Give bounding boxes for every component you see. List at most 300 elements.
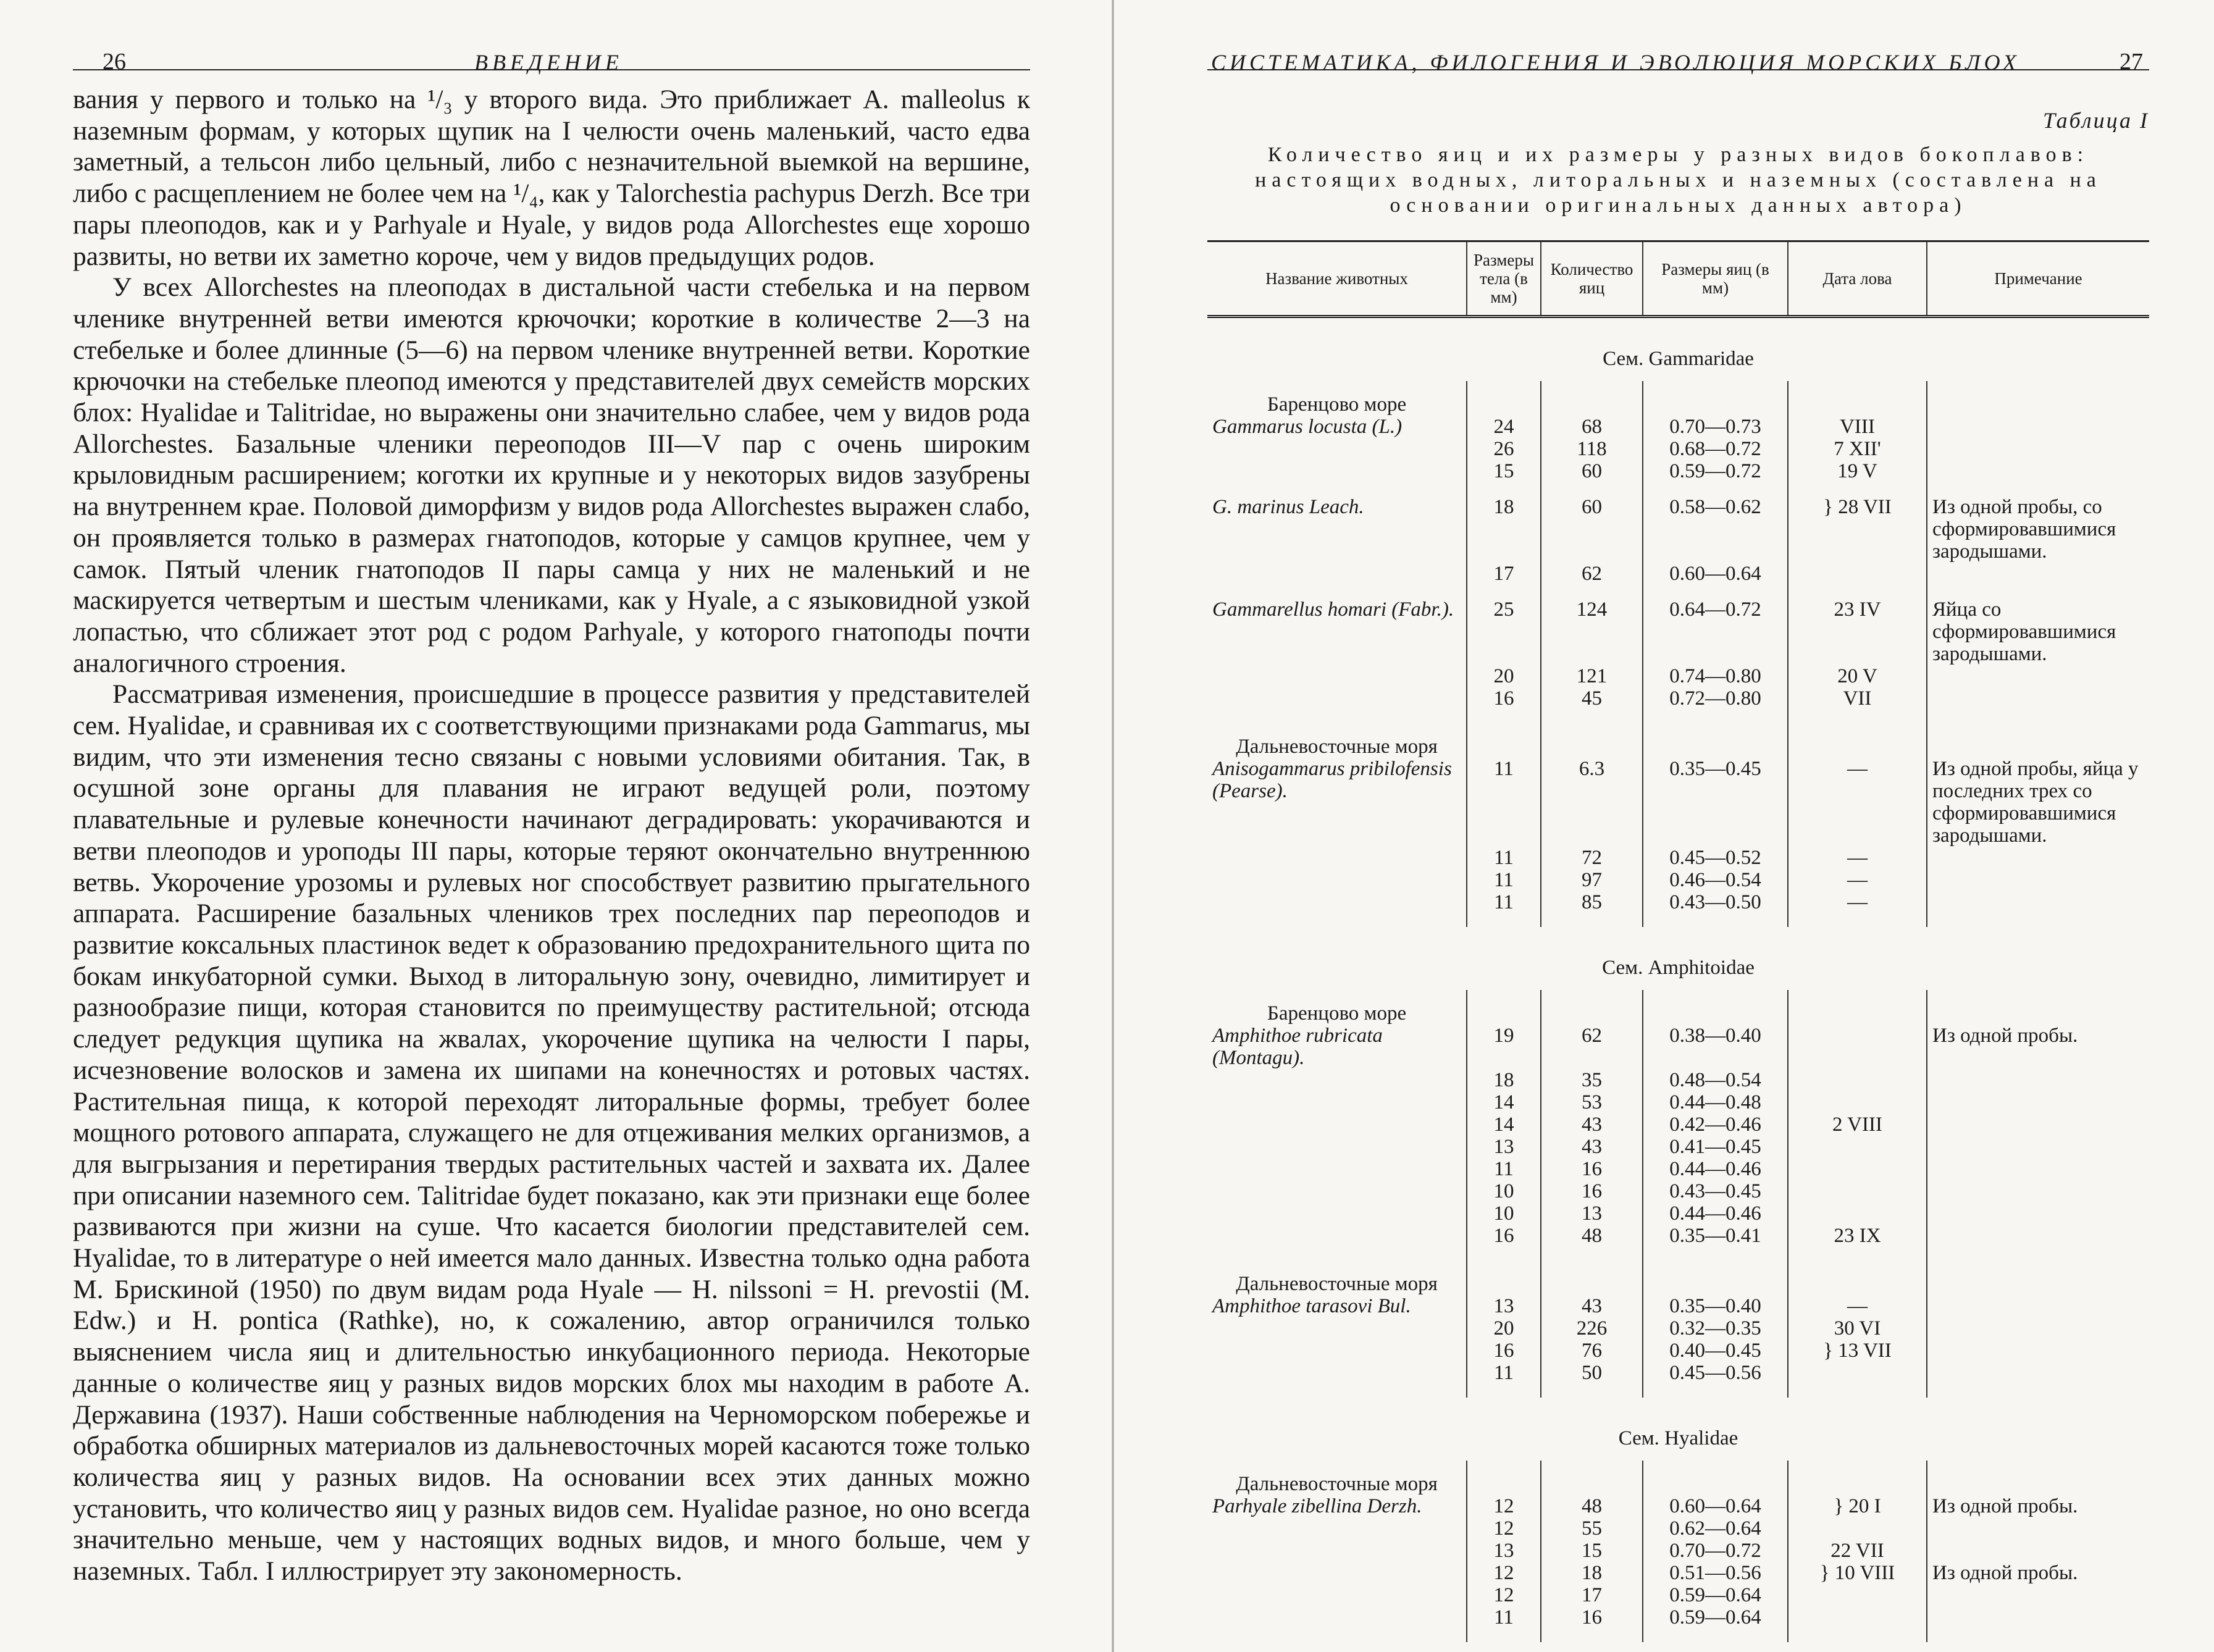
empty-cell bbox=[1467, 710, 1541, 723]
remark bbox=[1927, 869, 2149, 891]
catch-date: — bbox=[1788, 847, 1927, 869]
catch-date bbox=[1788, 1202, 1927, 1225]
body-size: 20 bbox=[1467, 665, 1541, 687]
catch-date bbox=[1788, 563, 1927, 585]
egg-size: 0.32—0.35 bbox=[1643, 1317, 1788, 1340]
body-size: 19 bbox=[1467, 1025, 1541, 1069]
spacer-row bbox=[1207, 710, 2149, 723]
remark: Из одной пробы, яйца у последних трех со сформировавшимися зародышами. bbox=[1927, 758, 2149, 847]
body-size: 12 bbox=[1467, 1584, 1541, 1606]
remark bbox=[1927, 1540, 2149, 1562]
catch-date: } 13 VII bbox=[1788, 1340, 1927, 1362]
egg-count: 43 bbox=[1541, 1136, 1643, 1158]
remark bbox=[1927, 1091, 2149, 1113]
page-gutter bbox=[1112, 0, 1114, 1652]
body-size: 16 bbox=[1467, 1225, 1541, 1247]
empty-cell bbox=[1541, 585, 1643, 598]
body-size: 12 bbox=[1467, 1517, 1541, 1540]
catch-date bbox=[1788, 1180, 1927, 1202]
empty-cell bbox=[1788, 585, 1927, 598]
egg-size: 0.70—0.72 bbox=[1643, 1540, 1788, 1562]
egg-count: 60 bbox=[1541, 460, 1643, 482]
empty-cell bbox=[1207, 1384, 1467, 1398]
body-size: 14 bbox=[1467, 1113, 1541, 1136]
empty-cell bbox=[1927, 1629, 2149, 1642]
empty-cell bbox=[1467, 585, 1541, 598]
remark bbox=[1927, 1340, 2149, 1362]
catch-date: } 28 VII bbox=[1788, 496, 1927, 563]
empty-cell bbox=[1927, 913, 2149, 927]
column-header: Дата лова bbox=[1788, 241, 1927, 317]
empty-cell bbox=[1643, 1461, 1788, 1495]
table-row bbox=[1207, 1202, 2149, 1225]
catch-date bbox=[1788, 1517, 1927, 1540]
column-header: Название животных bbox=[1207, 241, 1467, 317]
species-name bbox=[1207, 1069, 1467, 1091]
empty-cell bbox=[1467, 381, 1541, 416]
species-name bbox=[1207, 1362, 1467, 1384]
table-row bbox=[1207, 1340, 2149, 1362]
empty-cell bbox=[1467, 1629, 1541, 1642]
egg-count: 16 bbox=[1541, 1158, 1643, 1180]
body-size: 26 bbox=[1467, 438, 1541, 460]
egg-count: 55 bbox=[1541, 1517, 1643, 1540]
catch-date: } 10 VIII bbox=[1788, 1562, 1927, 1584]
empty-cell bbox=[1541, 1384, 1643, 1398]
egg-count: 45 bbox=[1541, 687, 1643, 710]
egg-size: 0.59—0.64 bbox=[1643, 1606, 1788, 1629]
catch-date: 22 VII bbox=[1788, 1540, 1927, 1562]
remark bbox=[1927, 1295, 2149, 1317]
table-row bbox=[1207, 869, 2149, 891]
table-row bbox=[1207, 1495, 2149, 1517]
remark bbox=[1927, 1158, 2149, 1180]
egg-size: 0.64—0.72 bbox=[1643, 598, 1788, 665]
table-row bbox=[1207, 1158, 2149, 1180]
species-name bbox=[1207, 687, 1467, 710]
column-header: Количество яиц bbox=[1541, 241, 1643, 317]
species-name bbox=[1207, 1584, 1467, 1606]
egg-size: 0.72—0.80 bbox=[1643, 687, 1788, 710]
body-size: 11 bbox=[1467, 758, 1541, 847]
empty-cell bbox=[1207, 482, 1467, 496]
species-name: Gammarus locusta (L.) bbox=[1212, 416, 1403, 438]
empty-cell bbox=[1643, 710, 1788, 723]
species-name bbox=[1207, 1091, 1467, 1113]
species-name bbox=[1207, 869, 1467, 891]
empty-cell bbox=[1927, 710, 2149, 723]
catch-date: 19 V bbox=[1788, 460, 1927, 482]
catch-date: — bbox=[1788, 1295, 1927, 1317]
egg-count: 97 bbox=[1541, 869, 1643, 891]
remark bbox=[1927, 1317, 2149, 1340]
left-page bbox=[73, 25, 1030, 1587]
egg-count: 48 bbox=[1541, 1495, 1643, 1517]
remark bbox=[1927, 438, 2149, 460]
egg-size: 0.62—0.64 bbox=[1643, 1517, 1788, 1540]
empty-cell bbox=[1927, 482, 2149, 496]
egg-count: 62 bbox=[1541, 1025, 1643, 1069]
empty-cell bbox=[1643, 723, 1788, 758]
egg-count: 121 bbox=[1541, 665, 1643, 687]
right-page-number: 27 bbox=[2120, 49, 2143, 75]
catch-date bbox=[1788, 1136, 1927, 1158]
remark bbox=[1927, 416, 2149, 438]
species-name bbox=[1207, 665, 1467, 687]
empty-cell bbox=[1467, 990, 1541, 1025]
table-row bbox=[1207, 496, 2149, 563]
catch-date: — bbox=[1788, 869, 1927, 891]
body-size: 11 bbox=[1467, 891, 1541, 913]
species-name bbox=[1207, 1540, 1467, 1562]
empty-cell bbox=[1927, 990, 2149, 1025]
egg-size: 0.44—0.46 bbox=[1643, 1158, 1788, 1180]
body-size: 13 bbox=[1467, 1540, 1541, 1562]
empty-cell bbox=[1788, 1629, 1927, 1642]
left-running-head bbox=[73, 25, 1030, 75]
spacer-row bbox=[1207, 1629, 2149, 1642]
body-size: 10 bbox=[1467, 1180, 1541, 1202]
remark bbox=[1927, 687, 2149, 710]
species-name bbox=[1207, 847, 1467, 869]
empty-cell bbox=[1643, 585, 1788, 598]
egg-count: 15 bbox=[1541, 1540, 1643, 1562]
body-size: 16 bbox=[1467, 687, 1541, 710]
empty-cell bbox=[1788, 990, 1927, 1025]
egg-table bbox=[1207, 240, 2149, 1642]
species-name bbox=[1207, 563, 1467, 585]
empty-cell bbox=[1207, 710, 1467, 723]
body-size: 11 bbox=[1467, 1362, 1541, 1384]
empty-cell bbox=[1541, 381, 1643, 416]
egg-size: 0.44—0.46 bbox=[1643, 1202, 1788, 1225]
table-row bbox=[1207, 1225, 2149, 1247]
right-running-head bbox=[1207, 25, 2149, 75]
remark bbox=[1927, 563, 2149, 585]
empty-cell bbox=[1467, 1461, 1541, 1495]
body-size: 17 bbox=[1467, 563, 1541, 585]
egg-size: 0.58—0.62 bbox=[1643, 496, 1788, 563]
region-name: Дальневосточные моря bbox=[1236, 1473, 1438, 1495]
spacer-row bbox=[1207, 1384, 2149, 1398]
empty-cell bbox=[1788, 381, 1927, 416]
catch-date: 23 IX bbox=[1788, 1225, 1927, 1247]
remark bbox=[1927, 460, 2149, 482]
empty-cell bbox=[1541, 482, 1643, 496]
catch-date: 20 V bbox=[1788, 665, 1927, 687]
egg-count: 53 bbox=[1541, 1091, 1643, 1113]
body-size: 25 bbox=[1467, 598, 1541, 665]
egg-count: 68 bbox=[1541, 416, 1643, 438]
empty-cell bbox=[1541, 1461, 1643, 1495]
egg-count: 124 bbox=[1541, 598, 1643, 665]
catch-date bbox=[1788, 1069, 1927, 1091]
family-name: Сем. Gammaridae bbox=[1603, 348, 1754, 370]
catch-date: } 20 I bbox=[1788, 1495, 1927, 1517]
spacer-row bbox=[1207, 585, 2149, 598]
species-name bbox=[1207, 1113, 1467, 1136]
empty-cell bbox=[1927, 1461, 2149, 1495]
empty-cell bbox=[1788, 913, 1927, 927]
empty-cell bbox=[1927, 723, 2149, 758]
empty-cell bbox=[1541, 1629, 1643, 1642]
spacer-row bbox=[1207, 1247, 2149, 1260]
egg-size: 0.59—0.64 bbox=[1643, 1584, 1788, 1606]
body-size: 11 bbox=[1467, 1606, 1541, 1629]
catch-date bbox=[1788, 1158, 1927, 1180]
empty-cell bbox=[1788, 1260, 1927, 1295]
remark: Яйца со сформировавшимися зародышами. bbox=[1927, 598, 2149, 665]
species-name bbox=[1207, 1606, 1467, 1629]
egg-count: 16 bbox=[1541, 1180, 1643, 1202]
catch-date: 7 XII' bbox=[1788, 438, 1927, 460]
egg-size: 0.48—0.54 bbox=[1643, 1069, 1788, 1091]
empty-cell bbox=[1541, 1260, 1643, 1295]
table-label: Таблица I bbox=[2042, 108, 2149, 133]
empty-cell bbox=[1643, 381, 1788, 416]
left-running-title: ВВЕДЕНИЕ bbox=[474, 50, 623, 75]
empty-cell bbox=[1643, 1384, 1788, 1398]
empty-cell bbox=[1207, 1247, 1467, 1260]
region-row bbox=[1207, 1260, 2149, 1295]
body-size: 12 bbox=[1467, 1495, 1541, 1517]
body-size: 12 bbox=[1467, 1562, 1541, 1584]
egg-size: 0.40—0.45 bbox=[1643, 1340, 1788, 1362]
species-name: Amphithoe rubricata (Montagu). bbox=[1212, 1025, 1383, 1069]
egg-count: 43 bbox=[1541, 1113, 1643, 1136]
empty-cell bbox=[1927, 1260, 2149, 1295]
remark bbox=[1927, 1362, 2149, 1384]
body-size: 16 bbox=[1467, 1340, 1541, 1362]
paragraph: У всех Allorchestes на плеоподах в дистальной части стебелька и на первом членике внутренней ветви имеются крючочки; короткие в количестве 2—3 на стебельке и более длинные (5—6) на первом членике внутренней ветви. Короткие крючочки на стебельке плеопод имеются у представителей двух семейств морских блох: Hyalidae и Talitridae, но выражены они значительно слабее, чем у видов рода Allorchestes. Базальные членики переоподов III—V пар с очень широким крыловидным расширением; коготки их крупные и у некоторых видов зазубрены на внутреннем крае. Половой диморфизм у видов рода Allorchestes выражен слабо, он проявляется только в размерах гнатоподов, которые у самцов крупнее, чем у самок. Пятый членик гнатоподов II пары самца у них не маленький и не маскируется четвертым и шестым члениками, как у Hyale, а с языковидной узкой лопастью, что сближает этот род с родом Parhyale, у которого гнатоподы почти аналогичного строения. bbox=[73, 272, 1030, 678]
region-name: Дальневосточные моря bbox=[1236, 736, 1438, 758]
empty-cell bbox=[1643, 1260, 1788, 1295]
region-row bbox=[1207, 381, 2149, 416]
table-row bbox=[1207, 1091, 2149, 1113]
remark bbox=[1927, 1584, 2149, 1606]
remark bbox=[1927, 665, 2149, 687]
egg-size: 0.70—0.73 bbox=[1643, 416, 1788, 438]
egg-count: 43 bbox=[1541, 1295, 1643, 1317]
body-size: 18 bbox=[1467, 496, 1541, 563]
body-size: 18 bbox=[1467, 1069, 1541, 1091]
species-name bbox=[1207, 460, 1467, 482]
egg-size: 0.35—0.40 bbox=[1643, 1295, 1788, 1317]
body-size: 13 bbox=[1467, 1295, 1541, 1317]
empty-cell bbox=[1541, 913, 1643, 927]
species-name bbox=[1207, 1225, 1467, 1247]
catch-date bbox=[1788, 1362, 1927, 1384]
egg-size: 0.51—0.56 bbox=[1643, 1562, 1788, 1584]
table-row bbox=[1207, 598, 2149, 665]
egg-size: 0.43—0.45 bbox=[1643, 1180, 1788, 1202]
empty-cell bbox=[1788, 1384, 1927, 1398]
empty-cell bbox=[1541, 710, 1643, 723]
table-row bbox=[1207, 891, 2149, 913]
species-name bbox=[1207, 1340, 1467, 1362]
catch-date bbox=[1788, 1606, 1927, 1629]
catch-date bbox=[1788, 1584, 1927, 1606]
region-row bbox=[1207, 990, 2149, 1025]
species-name: G. marinus Leach. bbox=[1212, 496, 1364, 518]
paragraph: Рассматривая изменения, происшедшие в процессе развития у представителей сем. Hyalidae, и сравнивая их с соответствующими признаками рода Gammarus, мы видим, что эти изменения тесно связаны с новыми условиями обитания. Так, в осушной зоне органы для плавания не играют ведущей роли, поэтому плавательные и рулевые конечности начинают деградировать: укорачиваются и ветви плеоподов и уроподы III пары, которые теряют окончательно внутреннюю ветвь. Укорочение урозомы и рулевых ног способствует развитию прыгательного аппарата. Расширение базальных члеников трех последних пар переоподов и развитие коксальных пластинок ведет к образованию предохранительного щита по бокам инкубаторной сумки. Выход в литоральную зону, очевидно, лимитирует и разнообразие пищи, которая становится по преимуществу растительной; отсюда следует редукция щупика на жвалах, укорочение щупика на челюсти I пары, исчезновение волосков и замена их шипами на конечностях и ротовых частях. Растительная пища, к которой переходят литоральные формы, требует более мощного ротового аппарата, служащего не для отцеживания мелких организмов, а для выгрызания и перетирания твердых растительных частей и захвата их. Далее при описании наземного сем. Talitridae будет показано, как эти признаки еще более развиваются при жизни на суше. Что касается биологии представителей сем. Hyalidae, то в литературе о ней имеется мало данных. Известна только одна работа М. Брискиной (1950) по двум видам рода Hyale — H. nilssoni = H. prevostii (M. Edw.) и H. pontica (Rathke), но, к сожалению, автор ограничился только выяснением числа яиц и длительностью инкубационного периода. Некоторые данные о количестве яиц у разных видов морских блох мы находим в работе А. Державина (1937). Наши собственные наблюдения на Черноморском побережье и обработка обширных материалов из дальневосточных морей касаются тоже только количества яиц у разных видов. На основании всех этих данных можно установить, что количество яиц у разных видов сем. Hyalidae разное, но оно всегда значительно меньше, чем у настоящих водных видов, и много больше, чем у наземных. Табл. I иллюстрирует эту закономерность. bbox=[73, 679, 1030, 1587]
empty-cell bbox=[1788, 723, 1927, 758]
family-row bbox=[1207, 317, 2149, 382]
egg-count: 48 bbox=[1541, 1225, 1643, 1247]
table-row bbox=[1207, 460, 2149, 482]
table-row bbox=[1207, 1025, 2149, 1069]
body-size: 10 bbox=[1467, 1202, 1541, 1225]
species-name bbox=[1207, 1317, 1467, 1340]
column-header: Размеры тела (в мм) bbox=[1467, 241, 1541, 317]
egg-count: 62 bbox=[1541, 563, 1643, 585]
egg-count: 18 bbox=[1541, 1562, 1643, 1584]
remark bbox=[1927, 1517, 2149, 1540]
species-name: Anisogammarus pribilofensis (Pearse). bbox=[1212, 758, 1452, 802]
catch-date: 30 VI bbox=[1788, 1317, 1927, 1340]
empty-cell bbox=[1467, 1260, 1541, 1295]
empty-cell bbox=[1467, 913, 1541, 927]
egg-count: 35 bbox=[1541, 1069, 1643, 1091]
empty-cell bbox=[1207, 913, 1467, 927]
region-row bbox=[1207, 723, 2149, 758]
column-header: Примечание bbox=[1927, 241, 2149, 317]
egg-size: 0.60—0.64 bbox=[1643, 563, 1788, 585]
empty-cell bbox=[1927, 585, 2149, 598]
empty-cell bbox=[1207, 585, 1467, 598]
region-name: Баренцово море bbox=[1267, 393, 1407, 416]
species-name bbox=[1207, 1202, 1467, 1225]
catch-date: — bbox=[1788, 891, 1927, 913]
body-size: 14 bbox=[1467, 1091, 1541, 1113]
remark bbox=[1927, 1606, 2149, 1629]
remark: Из одной пробы. bbox=[1927, 1495, 2149, 1517]
body-size: 15 bbox=[1467, 460, 1541, 482]
table-row bbox=[1207, 438, 2149, 460]
remark: Из одной пробы. bbox=[1927, 1025, 2149, 1069]
egg-size: 0.35—0.41 bbox=[1643, 1225, 1788, 1247]
species-name bbox=[1207, 1562, 1467, 1584]
egg-count: 72 bbox=[1541, 847, 1643, 869]
species-name: Gammarellus homari (Fabr.). bbox=[1212, 598, 1454, 621]
species-name bbox=[1207, 891, 1467, 913]
empty-cell bbox=[1788, 710, 1927, 723]
catch-date bbox=[1788, 1091, 1927, 1113]
remark: Из одной пробы. bbox=[1927, 1562, 2149, 1584]
egg-size: 0.45—0.56 bbox=[1643, 1362, 1788, 1384]
table-row bbox=[1207, 1517, 2149, 1540]
egg-size: 0.35—0.45 bbox=[1643, 758, 1788, 847]
egg-count: 60 bbox=[1541, 496, 1643, 563]
table-row bbox=[1207, 1584, 2149, 1606]
remark: Из одной пробы, со сформировавшимися зародышами. bbox=[1927, 496, 2149, 563]
egg-count: 50 bbox=[1541, 1362, 1643, 1384]
empty-cell bbox=[1467, 1384, 1541, 1398]
empty-cell bbox=[1788, 1461, 1927, 1495]
remark bbox=[1927, 1113, 2149, 1136]
table-body bbox=[1207, 317, 2149, 1643]
table-row bbox=[1207, 1180, 2149, 1202]
region-name: Дальневосточные моря bbox=[1236, 1273, 1438, 1295]
empty-cell bbox=[1541, 1247, 1643, 1260]
egg-count: 85 bbox=[1541, 891, 1643, 913]
egg-count: 76 bbox=[1541, 1340, 1643, 1362]
table-row bbox=[1207, 687, 2149, 710]
body-size: 11 bbox=[1467, 1158, 1541, 1180]
species-name bbox=[1207, 1517, 1467, 1540]
remark bbox=[1927, 1202, 2149, 1225]
column-header: Размеры яиц (в мм) bbox=[1643, 241, 1788, 317]
catch-date: VIII bbox=[1788, 416, 1927, 438]
egg-count: 6.3 bbox=[1541, 758, 1643, 847]
remark bbox=[1927, 1225, 2149, 1247]
left-body-text bbox=[73, 84, 1030, 1587]
table-row bbox=[1207, 1540, 2149, 1562]
family-name: Сем. Hyalidae bbox=[1618, 1427, 1738, 1449]
species-name bbox=[1207, 1136, 1467, 1158]
species-name: Parhyale zibellina Derzh. bbox=[1212, 1495, 1422, 1517]
egg-size: 0.45—0.52 bbox=[1643, 847, 1788, 869]
egg-size: 0.60—0.64 bbox=[1643, 1495, 1788, 1517]
remark bbox=[1927, 891, 2149, 913]
empty-cell bbox=[1643, 482, 1788, 496]
catch-date: 2 VIII bbox=[1788, 1113, 1927, 1136]
egg-count: 226 bbox=[1541, 1317, 1643, 1340]
remark bbox=[1927, 847, 2149, 869]
empty-cell bbox=[1541, 723, 1643, 758]
species-name bbox=[1207, 438, 1467, 460]
egg-size: 0.74—0.80 bbox=[1643, 665, 1788, 687]
empty-cell bbox=[1643, 1629, 1788, 1642]
table-row bbox=[1207, 563, 2149, 585]
body-size: 24 bbox=[1467, 416, 1541, 438]
empty-cell bbox=[1643, 990, 1788, 1025]
remark bbox=[1927, 1136, 2149, 1158]
empty-cell bbox=[1788, 482, 1927, 496]
region-row bbox=[1207, 1461, 2149, 1495]
spacer-row bbox=[1207, 913, 2149, 927]
egg-size: 0.46—0.54 bbox=[1643, 869, 1788, 891]
egg-count: 16 bbox=[1541, 1606, 1643, 1629]
spacer-row bbox=[1207, 482, 2149, 496]
table-row bbox=[1207, 1317, 2149, 1340]
egg-size: 0.41—0.45 bbox=[1643, 1136, 1788, 1158]
remark bbox=[1927, 1180, 2149, 1202]
empty-cell bbox=[1467, 1247, 1541, 1260]
table-row bbox=[1207, 1562, 2149, 1584]
region-name: Баренцово море bbox=[1267, 1002, 1407, 1025]
table-row bbox=[1207, 758, 2149, 847]
empty-cell bbox=[1788, 1247, 1927, 1260]
species-name: Amphithoe tarasovi Bul. bbox=[1212, 1295, 1411, 1317]
empty-cell bbox=[1927, 381, 2149, 416]
egg-count: 17 bbox=[1541, 1584, 1643, 1606]
egg-size: 0.68—0.72 bbox=[1643, 438, 1788, 460]
table-header-row bbox=[1207, 241, 2149, 317]
body-size: 11 bbox=[1467, 847, 1541, 869]
table-caption: Количество яиц и их размеры у разных видов бокоплавов: настоящих водных, литоральных и наземных (составлена на основании оригинальных данных автора) bbox=[1255, 143, 2102, 217]
family-name: Сем. Amphitoidae bbox=[1602, 957, 1755, 979]
table-row bbox=[1207, 416, 2149, 438]
catch-date: — bbox=[1788, 758, 1927, 847]
empty-cell bbox=[1927, 1384, 2149, 1398]
family-row bbox=[1207, 927, 2149, 990]
egg-size: 0.59—0.72 bbox=[1643, 460, 1788, 482]
empty-cell bbox=[1207, 1629, 1467, 1642]
table-row bbox=[1207, 1113, 2149, 1136]
body-size: 11 bbox=[1467, 869, 1541, 891]
body-size: 20 bbox=[1467, 1317, 1541, 1340]
